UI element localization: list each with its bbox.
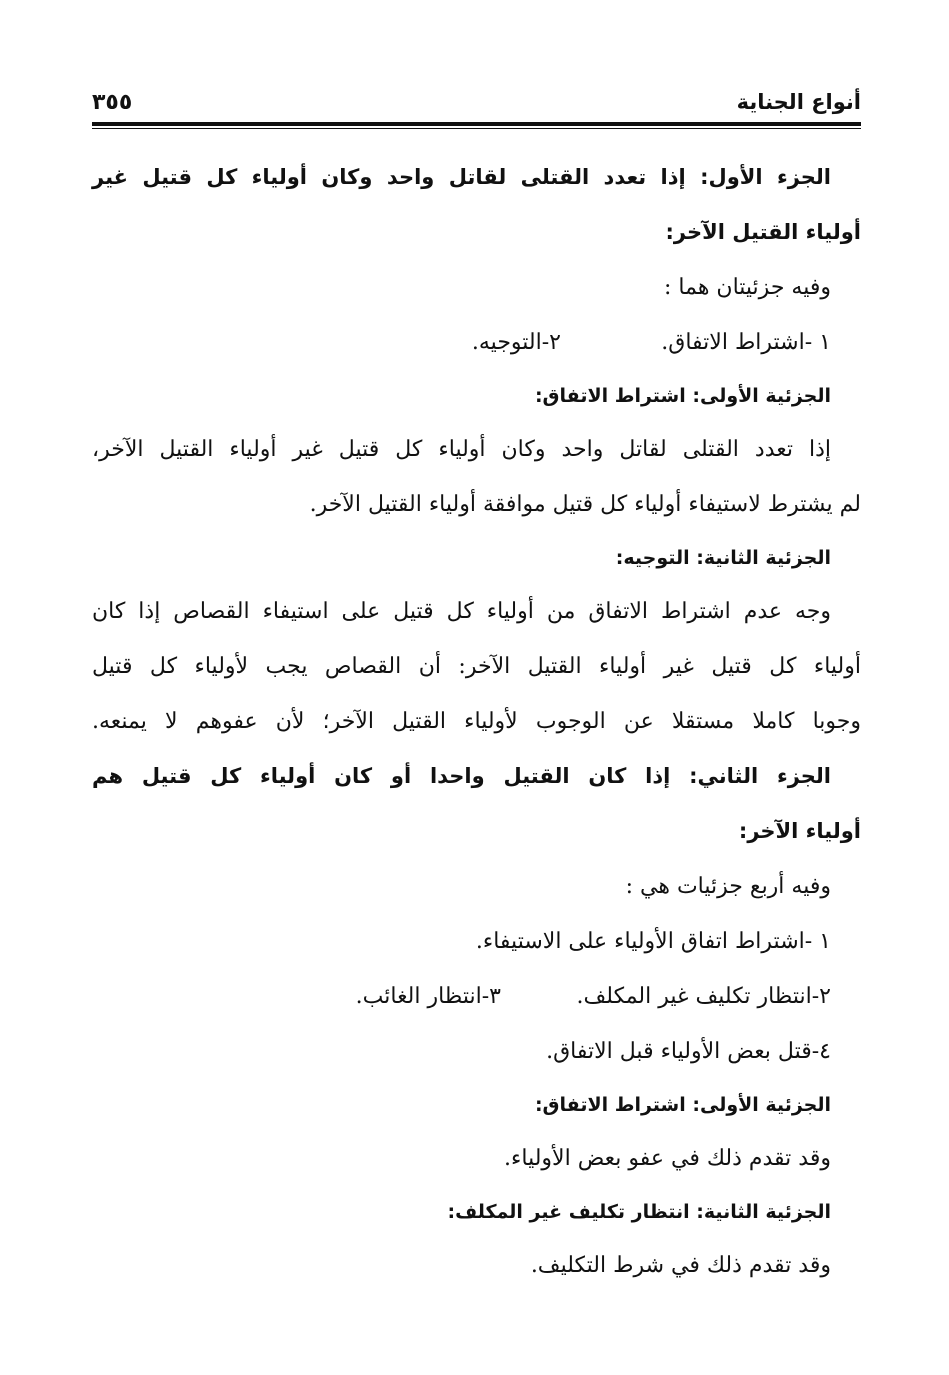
section-heading-part-2-line-1: الجزء الثاني: إذا كان القتيل واحدا أو كان أولياء كل قتيل هم (92, 764, 831, 788)
intro-paragraph-1: وفيه جزئيتان هما : (664, 275, 831, 300)
list-item: ٢-التوجيه. (471, 330, 561, 355)
section-heading-part-1-line-1: الجزء الأول: إذا تعدد القتلى لقاتل واحد وكان أولياء كل قتيل غير (92, 165, 831, 189)
subheading-3: الجزئية الأولى: اشتراط الاتفاق: (534, 1094, 831, 1116)
page-body (92, 150, 861, 1293)
subheading-4: الجزئية الثانية: انتظار تكليف غير المكلف: (447, 1201, 831, 1223)
chapter-title: أنواع الجناية (736, 90, 861, 114)
paragraph-line: وقد تقدم ذلك في شرط التكليف. (530, 1253, 831, 1278)
page-number: ٣٥٥ (92, 90, 133, 115)
section-heading-part-1-line-2: أولياء القتيل الآخر: (665, 220, 861, 244)
subheading-2: الجزئية الثانية: التوجيه: (615, 547, 831, 569)
header-rule-thick (92, 122, 861, 126)
paragraph-line: إذا تعدد القتلى لقاتل واحد وكان أولياء كل قتيل غير أولياء القتيل الآخر، (92, 437, 831, 462)
paragraph-line: أولياء كل قتيل غير أولياء القتيل الآخر: أن القصاص يجب لأولياء كل قتيل (92, 654, 861, 679)
section-heading-part-2-line-2: أولياء الآخر: (738, 819, 861, 843)
paragraph-line: وجه عدم اشتراط الاتفاق من أولياء كل قتيل على استيفاء القصاص إذا كان (92, 599, 831, 624)
paragraph-line: لم يشترط لاستيفاء أولياء كل قتيل موافقة أولياء القتيل الآخر. (309, 492, 861, 517)
list-item: ٢-انتظار تكليف غير المكلف. (576, 984, 831, 1009)
paragraph-line: وقد تقدم ذلك في عفو بعض الأولياء. (504, 1146, 831, 1171)
list-item: ٤-قتل بعض الأولياء قبل الاتفاق. (546, 1039, 831, 1064)
intro-paragraph-2: وفيه أربع جزئيات هي : (625, 874, 831, 899)
list-item: ٣-انتظار الغائب. (355, 984, 501, 1009)
list-item: ١ -اشتراط الاتفاق. (661, 330, 831, 355)
header-rule-thin (92, 128, 861, 129)
subheading-1: الجزئية الأولى: اشتراط الاتفاق: (534, 385, 831, 407)
list-row-1 (92, 315, 861, 370)
paragraph-line: وجوبا كاملا مستقلا عن الوجوب لأولياء القتيل الآخر؛ لأن عفوهم لا يمنعه. (92, 709, 861, 734)
header-rule (92, 122, 861, 130)
list-item: ١ -اشتراط اتفاق الأولياء على الاستيفاء. (475, 929, 831, 954)
running-header (92, 88, 861, 118)
list-row-2 (92, 969, 861, 1024)
